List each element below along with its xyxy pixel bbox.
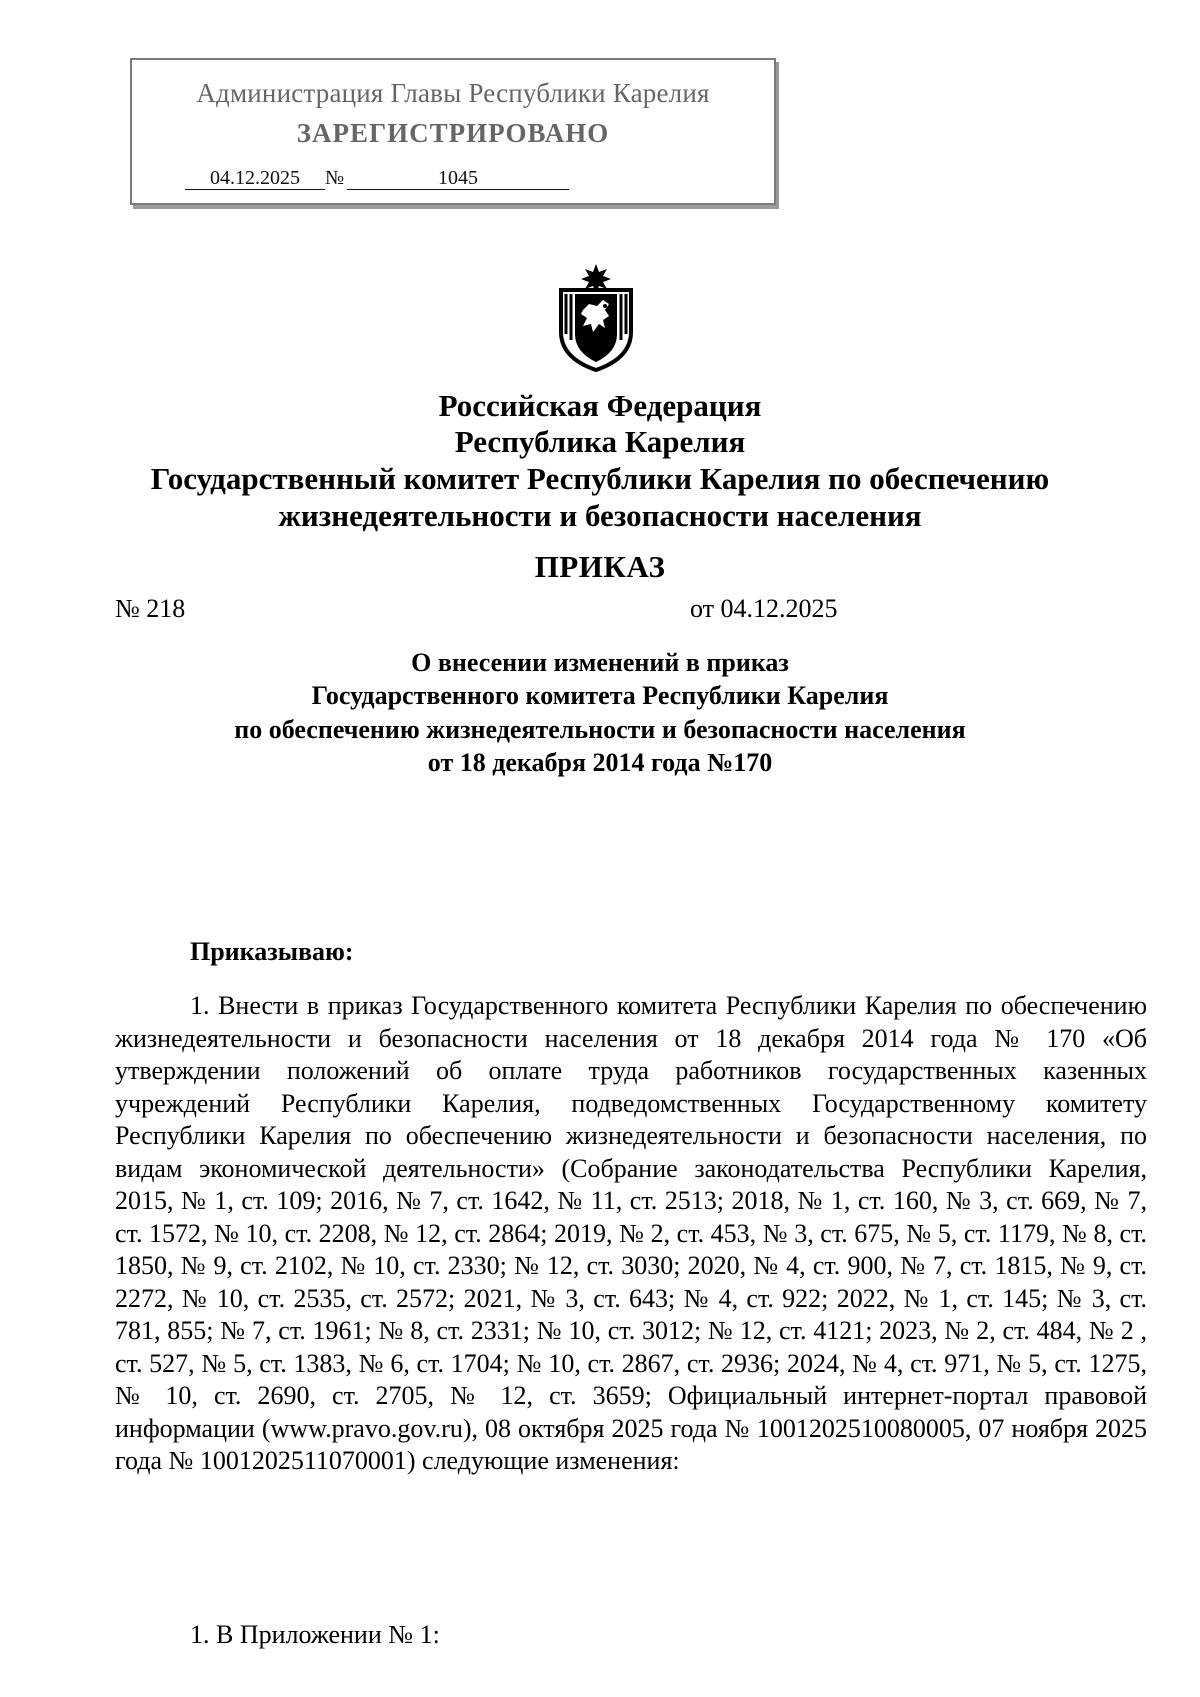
stamp-authority: Администрация Главы Республики Карелия [196, 78, 710, 108]
subject-line: по обеспечению жизнедеятельности и безопасности населения [234, 715, 966, 744]
subitem-1: 1. В Приложении № 1: [190, 1620, 440, 1649]
subject-line: О внесении изменений в приказ [411, 648, 789, 677]
order-date: от 04.12.2025 [690, 594, 838, 623]
subject-line: от 18 декабря 2014 года №170 [427, 748, 773, 777]
subject-line: Государственного комитета Республики Карелия [311, 681, 889, 710]
document-type: ПРИКАЗ [534, 549, 666, 584]
paragraph-1-text: 1. Внести в приказ Государственного комитета Республики Карелия по обеспечению жизнедеятельности и безопасности населения от 18 декабря 2014 года № 170 «Об утверждении положений об оплате труда работников государственных казенных учреждений Республики Карелия, подведомственных Государственному комитету Республики Карелия по обеспечению жизнедеятельности и безопасности населения, по видам экономической деятельности» (Собрание законодательства Республики Карелия, 2015, № 1, ст. 109; 2016, № 7, ст. 1642, № 11, ст. 2513; 2018, № 1, ст. 160, № 3, ст. 669, № 7, ст. 1572, № 10, ст. 2208, № 12, ст. 2864; 2019, № 2, ст. 453, № 3, ст. 675, № 5, ст. 1179, № 8, ст. 1850, № 9, ст. 2102, № 10, ст. 2330; № 12, ст. 3030; 2020, № 4, ст. 900, № 7, ст. 1815, № 9, ст. 2272, № 10, ст. 2535, ст. 2572; 2021, № 3, ст. 643; № 4, ст. 922; 2022, № 1, ст. 145; № 3, ст. 781, 855; № 7, ст. 1961; № 8, ст. 2331; № 10, ст. 3012; № 12, ст. 4121; 2023, № 2, ст. 484, № 2 , ст. 527, № 5, ст. 1383, № 6, ст. 1704; № 10, ст. 2867, ст. 2936; 2024, № 4, ст. 971, № 5, ст. 1275, № 10, ст. 2690, ст. 2705, № 12, ст. 3659; Официальный интернет-портал правовой информации (www.pravo.gov.ru), 08 октября 2025 года № 1001202510080005, 07 ноября 2025 года № 1001202511070001) следующие изменения: [115, 991, 1147, 1475]
stamp-registration-row [185, 167, 569, 190]
order-directive: Приказываю: [190, 937, 354, 966]
stamp-number: 1045 [347, 167, 569, 190]
stamp-number-label: № [325, 167, 345, 189]
header-committee: Государственный комитет Республики Карелия по обеспечению [150, 461, 1050, 496]
order-number: № 218 [115, 594, 186, 623]
header-committee-cont: жизнедеятельности и безопасности населения [278, 498, 922, 533]
stamp-date: 04.12.2025 [185, 167, 325, 190]
header-country: Российская Федерация [438, 388, 762, 423]
header-republic: Республика Карелия [454, 424, 746, 459]
registration-stamp [130, 58, 776, 205]
karelia-coat-of-arms-icon [553, 262, 639, 372]
paragraph-1 [115, 990, 1147, 1478]
stamp-registered: ЗАРЕГИСТРИРОВАНО [296, 118, 610, 148]
